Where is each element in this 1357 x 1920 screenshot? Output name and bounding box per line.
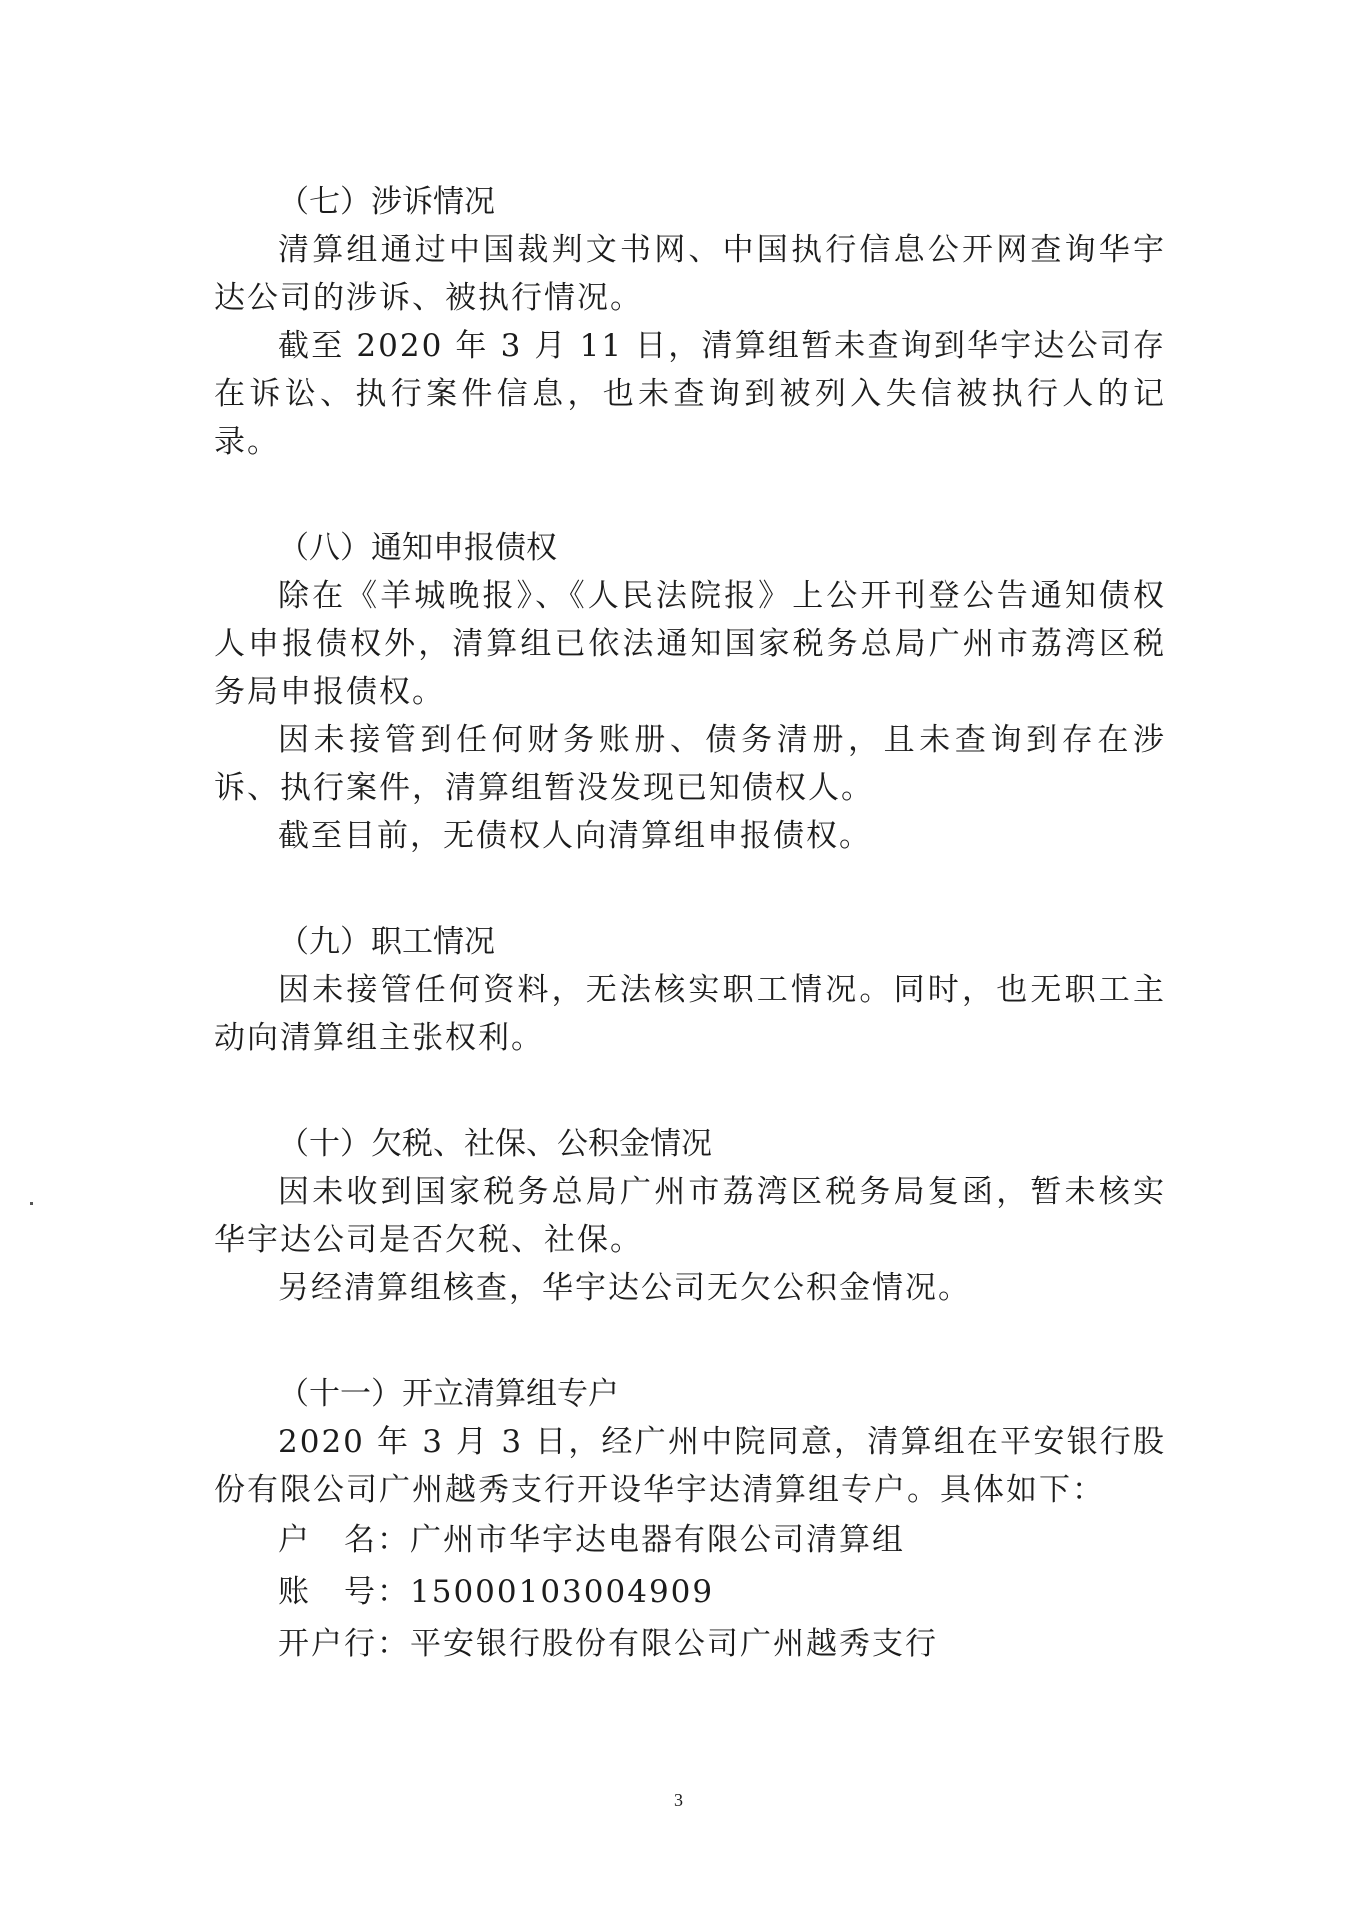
paragraph: 2020 年 3 月 3 日，经广州中院同意，清算组在平安银行股份有限公司广州越秀支行开设华宇达清算组专户。具体如下： — [214, 1424, 1166, 1508]
account-name-value: 广州市华宇达电器有限公司清算组 — [410, 1522, 905, 1558]
paragraph: 除在《羊城晚报》、《人民法院报》上公开刊登公告通知债权人申报债权外，清算组已依法通知国家税务总局广州市荔湾区税务局申报债权。 — [214, 578, 1166, 710]
paragraph: 因未收到国家税务总局广州市荔湾区税务局复函，暂未核实华宇达公司是否欠税、社保。 — [214, 1174, 1166, 1258]
scan-speck — [30, 1202, 33, 1205]
account-name-line — [214, 1514, 1166, 1566]
paragraph: 截至目前，无债权人向清算组申报债权。 — [278, 818, 872, 854]
paragraph: 另经清算组核查，华宇达公司无欠公积金情况。 — [278, 1270, 971, 1306]
account-number-value: 15000103004909 — [410, 1574, 715, 1610]
account-bank-label: 开户行： — [278, 1626, 410, 1662]
paragraph: 清算组通过中国裁判文书网、中国执行信息公开网查询华宇达公司的涉诉、被执行情况。 — [214, 232, 1166, 316]
page-content — [214, 178, 1166, 1670]
paragraph: 截至 2020 年 3 月 11 日，清算组暂未查询到华宇达公司存在诉讼、执行案件信息，也未查询到被列入失信被执行人的记录。 — [214, 328, 1166, 460]
page-number: 3 — [674, 1790, 683, 1810]
section-heading-10: （十）欠税、社保、公积金情况 — [278, 1126, 712, 1162]
paragraph: 因未接管任何资料，无法核实职工情况。同时，也无职工主动向清算组主张权利。 — [214, 972, 1166, 1056]
section-heading-11: （十一）开立清算组专户 — [278, 1376, 619, 1412]
paragraph: 因未接管到任何财务账册、债务清册，且未查询到存在涉诉、执行案件，清算组暂没发现已知债权人。 — [214, 722, 1166, 806]
section-heading-7: （七）涉诉情况 — [278, 184, 495, 220]
account-name-label: 户 名： — [278, 1522, 410, 1558]
account-bank-line — [214, 1618, 1166, 1670]
account-number-label: 账 号： — [278, 1574, 410, 1610]
section-heading-8: （八）通知申报债权 — [278, 530, 557, 566]
account-bank-value: 平安银行股份有限公司广州越秀支行 — [410, 1626, 938, 1662]
section-heading-9: （九）职工情况 — [278, 924, 495, 960]
account-number-line — [214, 1566, 1166, 1618]
